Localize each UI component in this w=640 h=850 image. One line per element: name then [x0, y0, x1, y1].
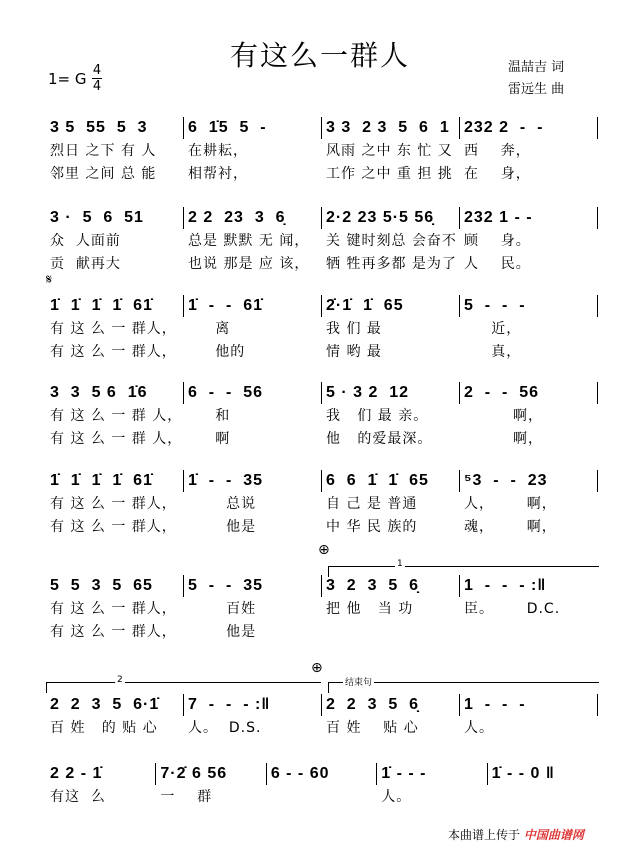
lyric-segment: 在耕耘， [188, 143, 248, 159]
measure: 2 - - 56 [464, 384, 540, 401]
music-line [46, 294, 598, 364]
measure: 6 - - 56 [188, 384, 264, 401]
lyric-segment: 他是 [188, 624, 257, 640]
lyrics-verse-2 [46, 428, 598, 451]
lyrics-verse-1 [46, 140, 598, 163]
music-line [46, 381, 598, 451]
measure: 2·2 23 5·5 56̣ [326, 209, 435, 226]
bar-line [597, 470, 598, 492]
notes-row [46, 693, 598, 717]
lyric-segment: 情 哟 最 [326, 344, 382, 360]
lyrics-verse-1 [46, 493, 598, 516]
measure: 3 3 5 6 1̇6 [50, 384, 148, 401]
measure: 2 2 - 1̇ [50, 765, 103, 782]
site-logo[interactable]: 中国曲谱网 [523, 828, 584, 842]
volta-1-label: 1 [397, 559, 403, 569]
coda-icon: ⊕ [318, 542, 330, 558]
lyric-segment: 百 姓 贴 心 [326, 720, 419, 736]
measure: 1 - - - [464, 696, 526, 713]
music-line [46, 574, 598, 644]
measure: 3 3 2 3 5 6 1 [326, 119, 450, 136]
measure: 5 - - 35 [188, 577, 264, 594]
measure: 7 - - - :‖ [188, 696, 271, 713]
segno-icon: 𝄋 [46, 272, 53, 288]
lyric-segment: 他 的爱最深。 [326, 431, 433, 447]
lyric-segment: 他是 [188, 519, 257, 535]
time-signature [92, 64, 102, 93]
lyric-segment: 中 华 民 族的 [326, 519, 418, 535]
lyric-segment: 总说 [188, 496, 257, 512]
music-line [46, 206, 598, 276]
measure: 2 2 3 5 6̣ [326, 696, 420, 713]
time-bottom: 4 [92, 79, 102, 94]
composer: 雷远生 曲 [508, 82, 565, 97]
measure: 6 1̇5 5 - [188, 119, 267, 136]
lyric-segment [460, 621, 597, 644]
lyric-segment: 我 们 最 亲。 [326, 408, 429, 424]
lyric-segment: 啊， [464, 431, 544, 447]
lyrics-verse-1 [46, 230, 598, 253]
lyric-segment: 邻里 之间 总 能 [50, 166, 157, 182]
lyric-segment: 百 姓 的 贴 心 [50, 720, 158, 736]
key-signature: 1= G [48, 70, 87, 88]
measure: 5 5 3 5 65 [50, 577, 153, 594]
measure: 1̇ - - 0 ‖ [491, 765, 555, 782]
measure: 2 2 23 3 6̣ [188, 209, 286, 226]
music-line [46, 693, 598, 740]
lyrics-verse-2 [46, 621, 598, 644]
footer-text: 本曲谱上传于 [448, 828, 521, 842]
lyric-segment: 和 [188, 408, 231, 424]
lyric-segment: 顾 身。 [464, 233, 531, 249]
measure: 5 - - - [464, 297, 526, 314]
lyricist: 温喆吉 词 [508, 60, 565, 75]
measure: 232 1 - - [464, 209, 533, 226]
lyric-segment: 有 这 么 一 群人， [50, 519, 177, 535]
notes-row [46, 574, 598, 598]
song-title: 有这么一群人 [229, 39, 410, 72]
lyrics-verse-2 [46, 253, 598, 276]
ending-phrase-bracket [328, 678, 599, 693]
bar-line [597, 382, 598, 404]
measure: 2 2 3 5 6·1̇ [50, 696, 160, 713]
lyric-segment: 众 人面前 [50, 233, 121, 249]
measure: ⁵3 - - 23 [464, 472, 548, 489]
notes-row [46, 762, 598, 786]
lyric-segment: 牺 牲再多都 是为了 [326, 256, 457, 272]
lyric-segment: 把 他 当 功 [326, 601, 414, 617]
measure: 3 5 55 5 3 [50, 119, 148, 136]
measure: 2̇·1̇ 1̇ 65 [326, 297, 404, 314]
lyric-segment: 总是 默默 无 闻， [188, 233, 310, 249]
lyrics-verse-2 [46, 341, 598, 364]
bar-line [597, 295, 598, 317]
lyric-segment: 我 们 最 [326, 321, 382, 337]
lyric-segment [322, 621, 459, 644]
measure: 6 6 1̇ 1̇ 65 [326, 472, 429, 489]
lyric-segment: 关 键时刻总 会奋不 [326, 233, 457, 249]
notes-row [46, 381, 598, 405]
measure: 7·2̇ 6 56 [160, 765, 228, 782]
notes-row [46, 206, 598, 230]
lyric-segment: 相帮衬， [188, 166, 248, 182]
lyric-segment: 真， [464, 344, 522, 360]
music-line [46, 469, 598, 539]
measure: 1̇ 1̇ 1̇ 1̇ 61̇ [50, 472, 153, 489]
ending-phrase-label: 结束句 [343, 675, 374, 688]
lyric-segment: 百姓 [188, 601, 257, 617]
lyric-segment: 烈日 之下 有 人 [50, 143, 157, 159]
lyric-segment: 风雨 之中 东 忙 又 [326, 143, 453, 159]
measure: 6 - - 60 [270, 765, 330, 782]
lyric-segment: 魂， 啊， [464, 519, 557, 535]
notes-row [46, 469, 598, 493]
lyrics-verse-2 [46, 163, 598, 186]
lyric-segment: 贡 献再大 [50, 256, 121, 272]
time-top: 4 [92, 63, 102, 78]
lyric-segment: 人。 [464, 720, 494, 736]
measure: 1̇ 1̇ 1̇ 1̇ 61̇ [50, 297, 153, 314]
lyric-segment: 也说 那是 应 该， [188, 256, 310, 272]
music-line [46, 116, 598, 186]
lyric-segment: 啊 [188, 431, 231, 447]
lyric-segment [488, 786, 597, 809]
lyric-segment: 他的 [188, 344, 246, 360]
bar-line [597, 117, 598, 139]
lyric-segment: 人。 D.S. [188, 720, 262, 736]
lyric-segment: 自 己 是 普通 [326, 496, 418, 512]
lyric-segment: 在 身， [464, 166, 531, 182]
lyric-segment: 有 这 么 一 群人， [50, 624, 177, 640]
lyrics-verse-1 [46, 717, 598, 740]
footer [448, 826, 584, 843]
lyrics-verse-1 [46, 318, 598, 341]
notes-row [46, 294, 598, 318]
lyric-segment: 工作 之中 重 担 挑 [326, 166, 453, 182]
lyrics-verse-1 [46, 405, 598, 428]
lyrics-verse-2 [46, 516, 598, 539]
measure: 1 - - - :‖ [464, 577, 547, 594]
second-ending-bracket [46, 675, 321, 693]
measure: 1̇ - - 35 [188, 472, 264, 489]
lyric-segment: 有 这 么 一 群人， [50, 321, 177, 337]
measure: 1̇ - - 61̇ [188, 297, 264, 314]
notes-row [46, 116, 598, 140]
measure: 232 2 - - [464, 119, 544, 136]
measure: 1̇ - - - [381, 765, 427, 782]
lyric-segment: 人， 啊， [464, 496, 557, 512]
lyric-segment: 近， [464, 321, 522, 337]
measure: 3 · 5 6 51 [50, 209, 144, 226]
bar-line [597, 207, 598, 229]
lyric-segment: 有这 么 [50, 789, 106, 805]
lyrics-verse-1 [46, 786, 598, 809]
lyric-segment: 离 [188, 321, 231, 337]
lyric-segment: 一 群 [160, 789, 213, 805]
lyric-segment: 人 民。 [464, 256, 531, 272]
lyric-segment: 有 这 么 一 群 人， [50, 431, 183, 447]
lyric-segment: 人。 [381, 789, 412, 805]
lyric-segment: 有 这 么 一 群人， [50, 496, 177, 512]
lyric-segment: 啊， [464, 408, 544, 424]
coda-icon: ⊕ [311, 660, 323, 676]
measure: 3 2 3 5 6̣ [326, 577, 420, 594]
lyric-segment: 臣。 D.C. [464, 601, 561, 617]
music-line [46, 762, 598, 809]
lyrics-verse-1 [46, 598, 598, 621]
lyric-segment: 西 奔， [464, 143, 531, 159]
lyric-segment [267, 786, 376, 809]
volta-2-label: 2 [117, 675, 123, 685]
lyric-segment: 有 这 么 一 群人， [50, 601, 177, 617]
lyric-segment: 有 这 么 一 群人， [50, 344, 177, 360]
bar-line [597, 694, 598, 716]
lyric-segment: 有 这 么 一 群 人， [50, 408, 183, 424]
measure: 5 · 3 2 12 [326, 384, 410, 401]
